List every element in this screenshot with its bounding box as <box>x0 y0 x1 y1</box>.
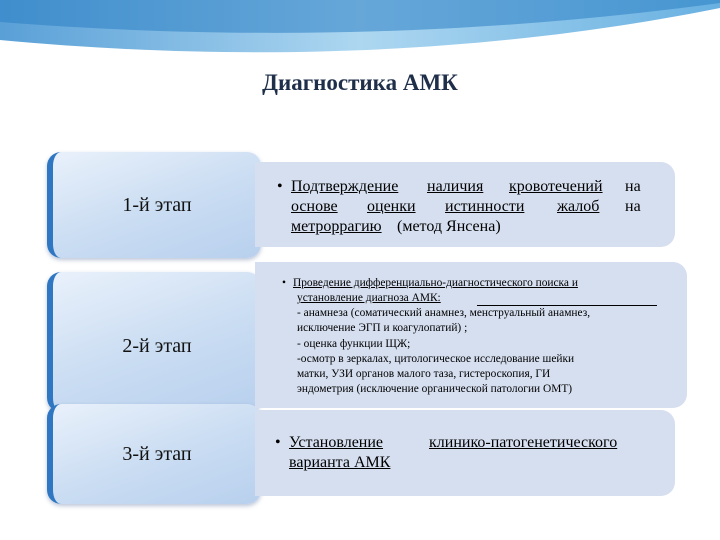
text-word: истинности <box>445 198 525 215</box>
bullet: • <box>275 434 281 451</box>
stage-1-label: 1-й этап <box>122 193 192 216</box>
text-word: (метод Янсена) <box>397 218 501 235</box>
stage-2-box <box>47 272 261 412</box>
text-word: кровотечений <box>509 178 603 195</box>
stage-1-description <box>255 162 675 247</box>
stage-3-description <box>255 410 675 496</box>
stage-1-box <box>47 152 261 258</box>
text-line: эндометрия (исключение органической патологии ОМТ) <box>297 383 573 395</box>
text-line: -осмотр в зеркалах, цитологическое исследование шейки <box>297 353 575 365</box>
page-title: Диагностика АМК <box>262 70 458 95</box>
stage-2-description <box>255 262 687 408</box>
text-line: - оценка функции ЩЖ; <box>297 338 411 350</box>
stage-3-label: 3-й этап <box>122 442 192 465</box>
text-line: - анамнеза (соматический анамнез, менструальный анамнез, <box>297 307 591 319</box>
stage-3-box <box>47 404 261 504</box>
text-word: на <box>625 178 641 195</box>
bullet: • <box>277 178 283 195</box>
header-swoosh <box>0 0 720 70</box>
text-line: матки, УЗИ органов малого таза, гистероскопия, ГИ <box>297 368 551 380</box>
text-word: Подтверждение <box>291 178 399 195</box>
text-line: Проведение дифференциально-диагностического поиска и <box>293 277 578 289</box>
text-word: Установление <box>289 434 384 451</box>
text-word: метроррагию <box>291 218 382 235</box>
text-word: варианта АМК <box>289 454 391 471</box>
text-word: жалоб <box>557 198 600 215</box>
bullet: • <box>282 277 286 289</box>
text-line: исключение ЭГП и коагулопатий) ; <box>297 322 468 334</box>
text-word: наличия <box>427 178 484 195</box>
text-line: установление диагноза АМК: <box>297 292 441 304</box>
text-word: на <box>625 198 641 215</box>
text-word: клинико-патогенетического <box>429 434 618 451</box>
stage-2-label: 2-й этап <box>122 334 192 357</box>
text-word: основе <box>291 198 338 215</box>
text-word: оценки <box>367 198 416 215</box>
